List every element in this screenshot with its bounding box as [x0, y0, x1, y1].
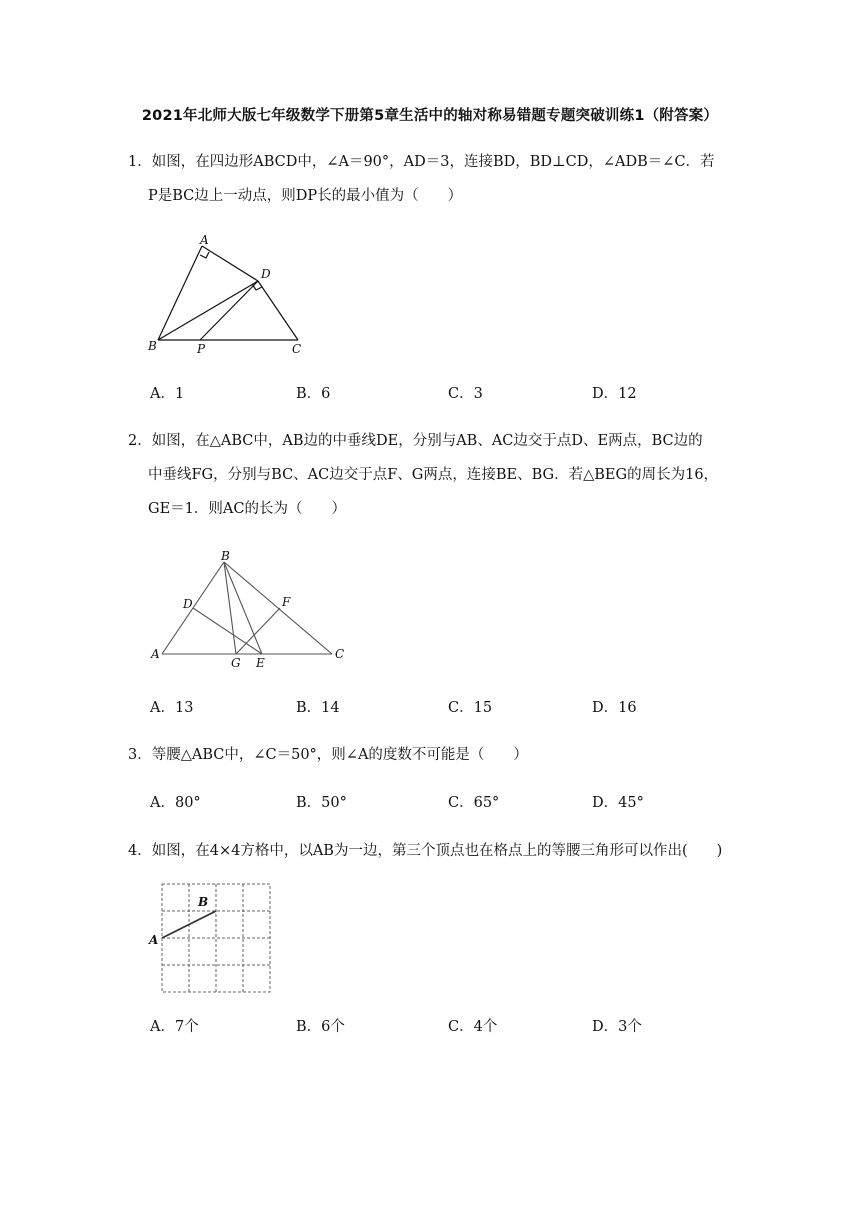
q4-option-a[interactable]: A．7个 — [150, 1019, 199, 1035]
q4-option-b[interactable]: B．6个 — [296, 1019, 345, 1035]
document-title: 2021年北师大版七年级数学下册第5章生活中的轴对称易错题专题突破训练1（附答案） — [141, 108, 719, 124]
q1-label-a: A — [200, 233, 209, 247]
q2-option-d[interactable]: D．16 — [592, 700, 637, 716]
q1-label-b: B — [148, 339, 157, 353]
q2-option-b[interactable]: B．14 — [296, 700, 340, 716]
q1-label-p: P — [197, 342, 206, 356]
q1-label-c: C — [292, 342, 302, 356]
q1-option-d[interactable]: D．12 — [592, 386, 637, 402]
q4-option-c[interactable]: C．4个 — [448, 1019, 498, 1035]
q2-label-b: B — [221, 549, 230, 563]
q2-option-a[interactable]: A．13 — [150, 700, 194, 716]
question-1-line-2: P是BC边上一动点，则DP长的最小值为（ ） — [148, 188, 463, 204]
q2-label-a: A — [151, 647, 160, 661]
q2-label-g: G — [231, 656, 241, 670]
q2-label-f: F — [282, 595, 291, 609]
q1-option-c[interactable]: C．3 — [448, 386, 483, 402]
q4-option-d[interactable]: D．3个 — [592, 1019, 642, 1035]
q2-label-e: E — [256, 656, 265, 670]
q3-option-b[interactable]: B．50° — [296, 795, 347, 811]
q3-option-a[interactable]: A．80° — [150, 795, 201, 811]
q1-label-d: D — [261, 267, 271, 281]
q2-option-c[interactable]: C．15 — [448, 700, 493, 716]
q4-label-a: A — [149, 933, 159, 947]
q2-label-c: C — [335, 647, 345, 661]
q2-label-d: D — [183, 597, 193, 611]
q1-option-b[interactable]: B．6 — [296, 386, 331, 402]
question-2-line-1: 2．如图，在△ABC中，AB边的中垂线DE，分别与AB、AC边交于点D、E两点，BC边的 — [128, 433, 703, 449]
question-2-line-3: GE＝1．则AC的长为（ ） — [148, 501, 346, 517]
q1-option-a[interactable]: A．1 — [150, 386, 185, 402]
q3-option-c[interactable]: C．65° — [448, 795, 500, 811]
q3-option-d[interactable]: D．45° — [592, 795, 644, 811]
question-2-line-2: 中垂线FG，分别与BC、AC边交于点F、G两点，连接BE、BG．若△BEG的周长为16， — [148, 467, 719, 483]
question-3-line-1: 3．等腰△ABC中，∠C＝50°，则∠A的度数不可能是（ ） — [128, 747, 528, 763]
question-1-line-1: 1．如图，在四边形ABCD中，∠A＝90°，AD＝3，连接BD，BD⊥CD，∠ADB＝∠C．若 — [128, 154, 715, 170]
q4-label-b: B — [198, 895, 209, 909]
question-4-line-1: 4．如图，在4×4方格中，以AB为一边，第三个顶点也在格点上的等腰三角形可以作出( ) — [128, 843, 723, 859]
